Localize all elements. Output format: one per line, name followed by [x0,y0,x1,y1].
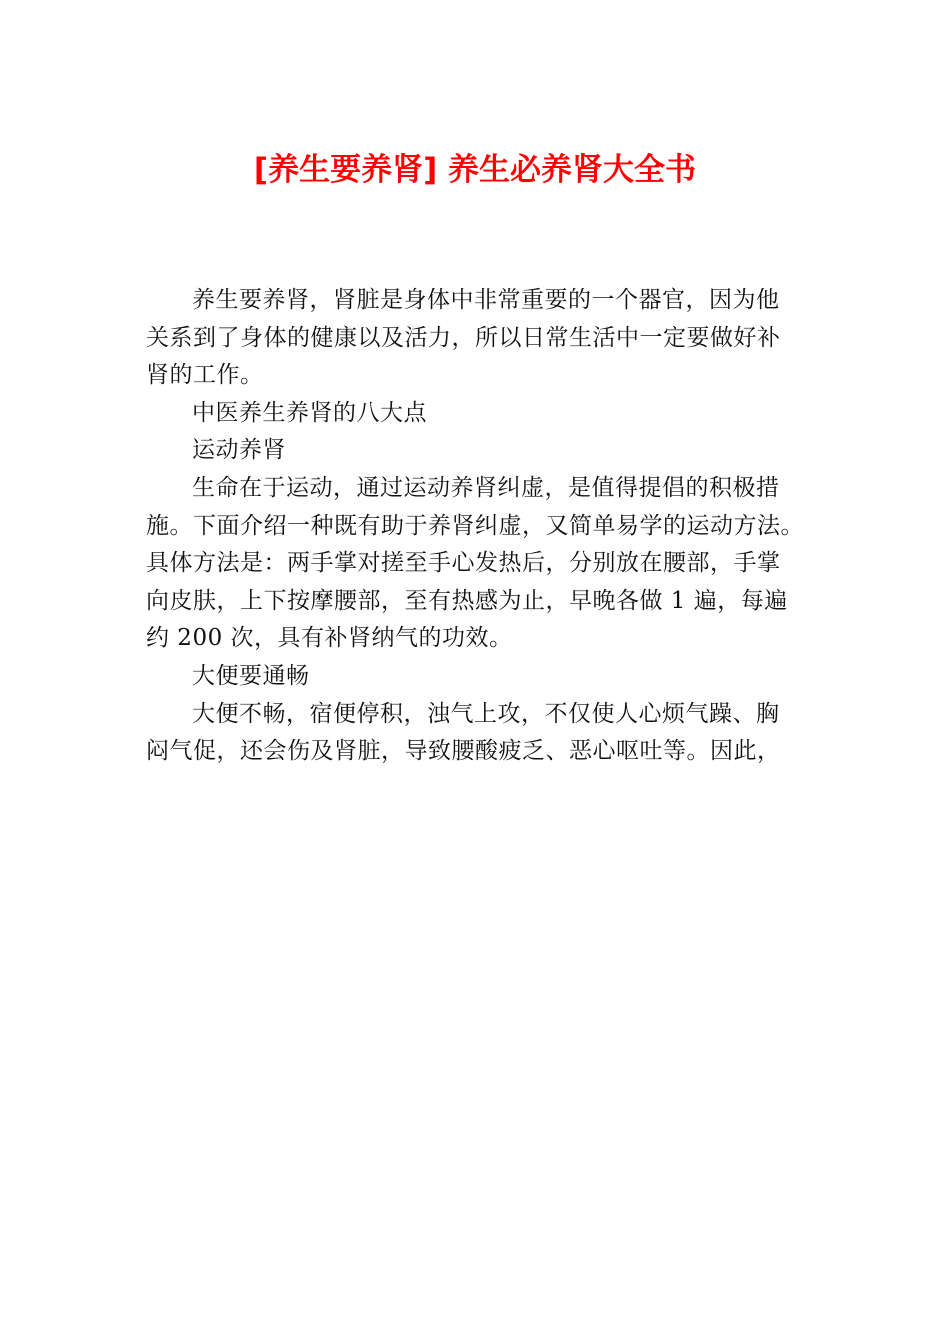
text-line: 中医养生养肾的八大点 [192,399,427,426]
section-heading-eight-points [146,395,806,433]
text-line: 肾的工作。 [146,362,264,389]
text-line: 运动养肾 [192,437,286,464]
section-heading-exercise [146,432,806,470]
text-line: 闷气促，还会伤及肾脏，导致腰酸疲乏、恶心呕吐等。因此， [146,738,781,765]
text-line: 施。下面介绍一种既有助于养肾纠虚，又简单易学的运动方法。 [146,512,804,539]
paragraph-exercise [146,470,806,658]
text-line: 大便不畅，宿便停积，浊气上攻，不仅使人心烦气躁、胸 [192,700,780,727]
text-line: 大便要通畅 [192,662,310,689]
paragraph-bowel [146,696,806,771]
text-line: 关系到了身体的健康以及活力，所以日常生活中一定要做好补 [146,324,781,351]
document-title: [养生要养肾] 养生必养肾大全书 [253,152,697,188]
section-heading-bowel [146,658,806,696]
text-line: 养生要养肾，肾脏是身体中非常重要的一个器官，因为他 [192,287,780,313]
text-line: 向皮肤，上下按摩腰部，至有热感为止，早晚各做 1 遍，每遍 [146,587,788,614]
text-line: 约 200 次，具有补肾纳气的功效。 [146,625,513,652]
paragraph-intro [146,282,806,395]
document-body [146,282,806,771]
text-line: 具体方法是：两手掌对搓至手心发热后，分别放在腰部，手掌 [146,550,781,577]
text-line: 生命在于运动，通过运动养肾纠虚，是值得提倡的积极措 [192,474,780,501]
